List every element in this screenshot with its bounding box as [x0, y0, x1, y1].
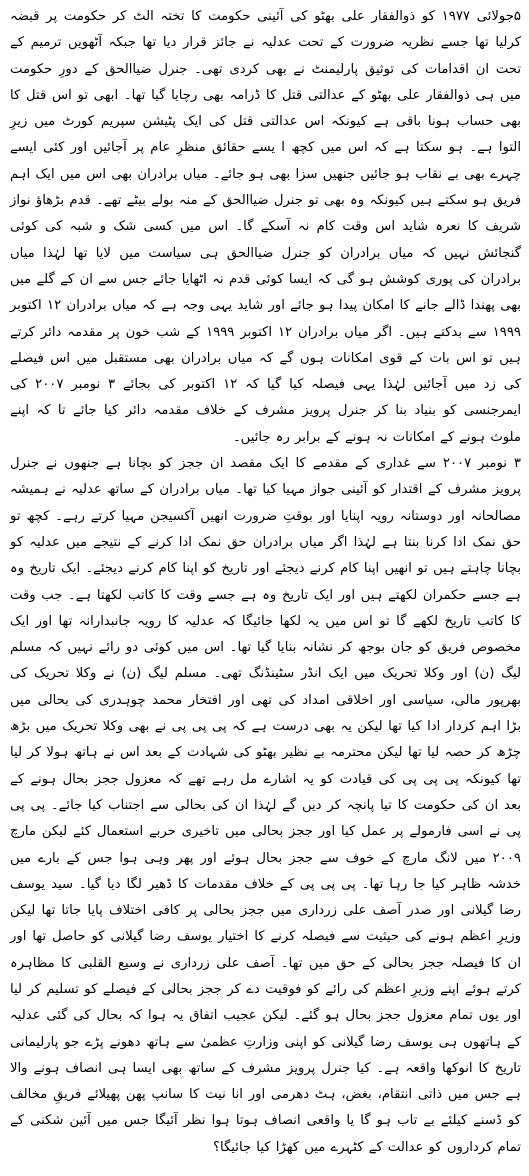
article-paragraph-2: ۳ نومبر ۲۰۰۷ سے غداری کے مقدمے کا ایک مقصد ان ججز کو بچانا ہے جنھوں نے جنرل پرویز مشرف کے اقتدار کو آئینی جواز مہیا کیا تھا۔ میاں برادران کے ساتھ عدلیہ نے ہمیشہ مصالحانہ اور دوستانہ رویہ اپنایا اور بوقتِ ضرورت انھیں آکسیجن مہیا کرتے رہے۔ کچھ تو حق نمک ادا کرنا بنتا ہے لہٰذا اگر میاں برادران حق نمک ادا کرنے کے نتیجے میں عدلیہ کو بچانا چاہتے ہیں تو انھیں اپنا کام کرنے دیجئے اور تاریخ کو اپنا کام کرنے دیجئے۔ ایک تاریخ وہ ہے جسے حکمران لکھتے ہیں اور ایک تاریخ وہ ہے جسے وقت کا کاتب لکھتا ہے۔ جب وقت کا کاتب تاریخ لکھے گا تو اس میں یہ لکھا جائیگا کہ عدلیہ کا رویہ جانبدارانہ تھا اور ایک مخصوص فریق کو جان بوجھ کر نشانہ بنایا گیا تھا۔ اس میں کوئی دو رائے نہیں کہ مسلم لیگ (ن) اور وکلا تحریک میں ایک انڈر سٹینڈنگ تھی۔ مسلم لیگ (ن) نے وکلا تحریک کی بھرپور مالی، سیاسی اور اخلاقی امداد کی تھی اور افتخار محمد چوہدری کی بحالی میں بڑا اہم کردار ادا کیا تھا لیکن یہ بھی درست ہے کہ پی پی پی نے بھی وکلا تحریک میں بڑھ چڑھ کر حصہ لیا تھا لیکن محترمہ بے نظیر بھٹو کی شہادت کے بعد اس نے ہاتھ ہولا کر لیا تھا کیونکہ پی پی پی کی قیادت کو یہ اشارے مل رہے تھے کہ معزول ججز بحال ہونے کے بعد ان کی حکومت کا تیا پانچہ کر دیں گے لہٰذا ان کی بحالی سے اجتناب کیا جائے۔ پی پی پی نے اسی فارمولے پر عمل کیا اور ججز بحالی میں تاخیری حربے استعمال کئے لیکن مارچ ۲۰۰۹ میں لانگ مارچ کے خوف سے ججز بحال ہوئے اور پھر وہی ہوا جس کے بارے میں خدشہ ظاہر کیا جا رہا تھا۔ پی پی پی کے خلاف مقدمات کا ڈھیر لگا دیا گیا۔ سید یوسف رضا گیلانی اور صدر آصف علی زرداری میں ججز بحالی پر کافی اختلاف پایا جاتا تھا لیکن وزیرِ اعظم ہونے کی حیثیت سے فیصلہ کرنے کا اختیار یوسف رضا گیلانی کو حاصل تھا اور ان کا فیصلہ ججز بحالی کے حق میں تھا۔ آصف علی زرداری نے وسیع القلبی کا مظاہرہ کرتے ہوئے اپنے وزیرِ اعظم کی رائے کو فوقیت دے کر ججز بحالی کے فیصلے کو تسلیم کر لیا اور یوں تمام معزول ججز بحال ہو گئے۔ لیکن عجیب اتفاق یہ ہوا کہ بحال کی گئی عدلیہ کے ہاتھوں ہی یوسف رضا گیلانی کو اپنی وزارتِ عظمیٰ سے ہاتھ دھونے پڑے جو پارلیمانی تاریخ کا انوکھا واقعہ ہے۔ کیا جنرل پرویز مشرف کے ساتھ بھی ایسا ہی انصاف ہونے والا ہے جس میں ذاتی انتقام، بغض، ہٹ دھرمی اور انا نیت کا سانپ پھن پھیلائے فریقِ مخالف کو ڈسنے کیلئے بے تاب ہو گا یا واقعی انصاف ہوتا ہوا نظر آئیگا جس میں آئین شکنی کے تمام کرداروں کو عدالت کے کٹہرے میں کھڑا کیا جائیگا؟: [10, 456, 521, 1155]
article-paragraph-1: ۵جولائی ۱۹۷۷ کو ذوالفقار علی بھٹو کی آئینی حکومت کا تختہ الٹ کر حکومت پر قبضہ کرلیا تھا جسے نظریہ ضرورت کے تحت عدلیہ نے جائز قرار دیا تھا جبکہ آٹھویں ترمیم کے تحت ان اقدامات کی توثیق پارلیمنٹ نے بھی کردی تھی۔ جنرل ضیاالحق کے دورِ حکومت میں ہی ذوالفقار علی بھٹو کے عدالتی قتل کا ڈرامہ بھی رچایا گیا تھا۔ ابھی تو اس قتل کا بھی حساب ہونا باقی ہے کیونکہ اس عدالتی قتل کی ایک پٹیشن سپریم کورٹ میں زیرِ التوا ہے۔ ہو سکتا ہے کہ اس میں کچھ ا یسے حقائق منظرِ عام پر آجائیں اور کئی ایسے چہرے بھی بے نقاب ہو جائیں جنھیں سزا بھی ہو جائے۔ میاں برادران بھی اس میں ایک اہم فریق ہو سکتے ہیں کیونکہ وہ بھی تو جنرل ضیاالحق کے منہ بولے بیٹے تھے۔ قدم بڑھاؤ نواز شریف کا نعرہ شاید اس وقت کام نہ آسکے گا۔ اس میں کسی شک و شبہ کی کوئی گنجائش نہیں کہ میاں برادران کو جنرل ضیاالحق ہی سیاست میں لایا تھا لہٰذا میاں برادران کی پوری کوشش ہو گی کہ ایسا کوئی قدم نہ اٹھایا جائے جس سے ان کے گلے میں بھی پھندا ڈالے جانے کا امکان پیدا ہو جائے اور شاید یہی وجہ ہے کہ میاں برادران ۱۲ اکتوبر ۱۹۹۹ سے بدکتے ہیں۔ اگر میاں برادران ۱۲ اکتوبر ۱۹۹۹ کے شب خون پر مقدمہ دائر کرتے ہیں تو اس بات کے قوی امکانات ہوں گے کہ میاں برادران بھی مستقبل میں اس فیصلے کی زد میں آجائیں لہٰذا یہی فیصلہ کیا گیا کہ ۱۲ اکتوبر کی بجائے ۳ نومبر ۲۰۰۷ کی ایمرجنسی کو بنیاد بنا کر جنرل پرویز مشرف کے خلاف مقدمہ دائر کیا جائے تا کہ اپنے ملوث ہونے کے امکانات نہ ہونے کے برابر رہ جائیں۔: [10, 9, 522, 445]
